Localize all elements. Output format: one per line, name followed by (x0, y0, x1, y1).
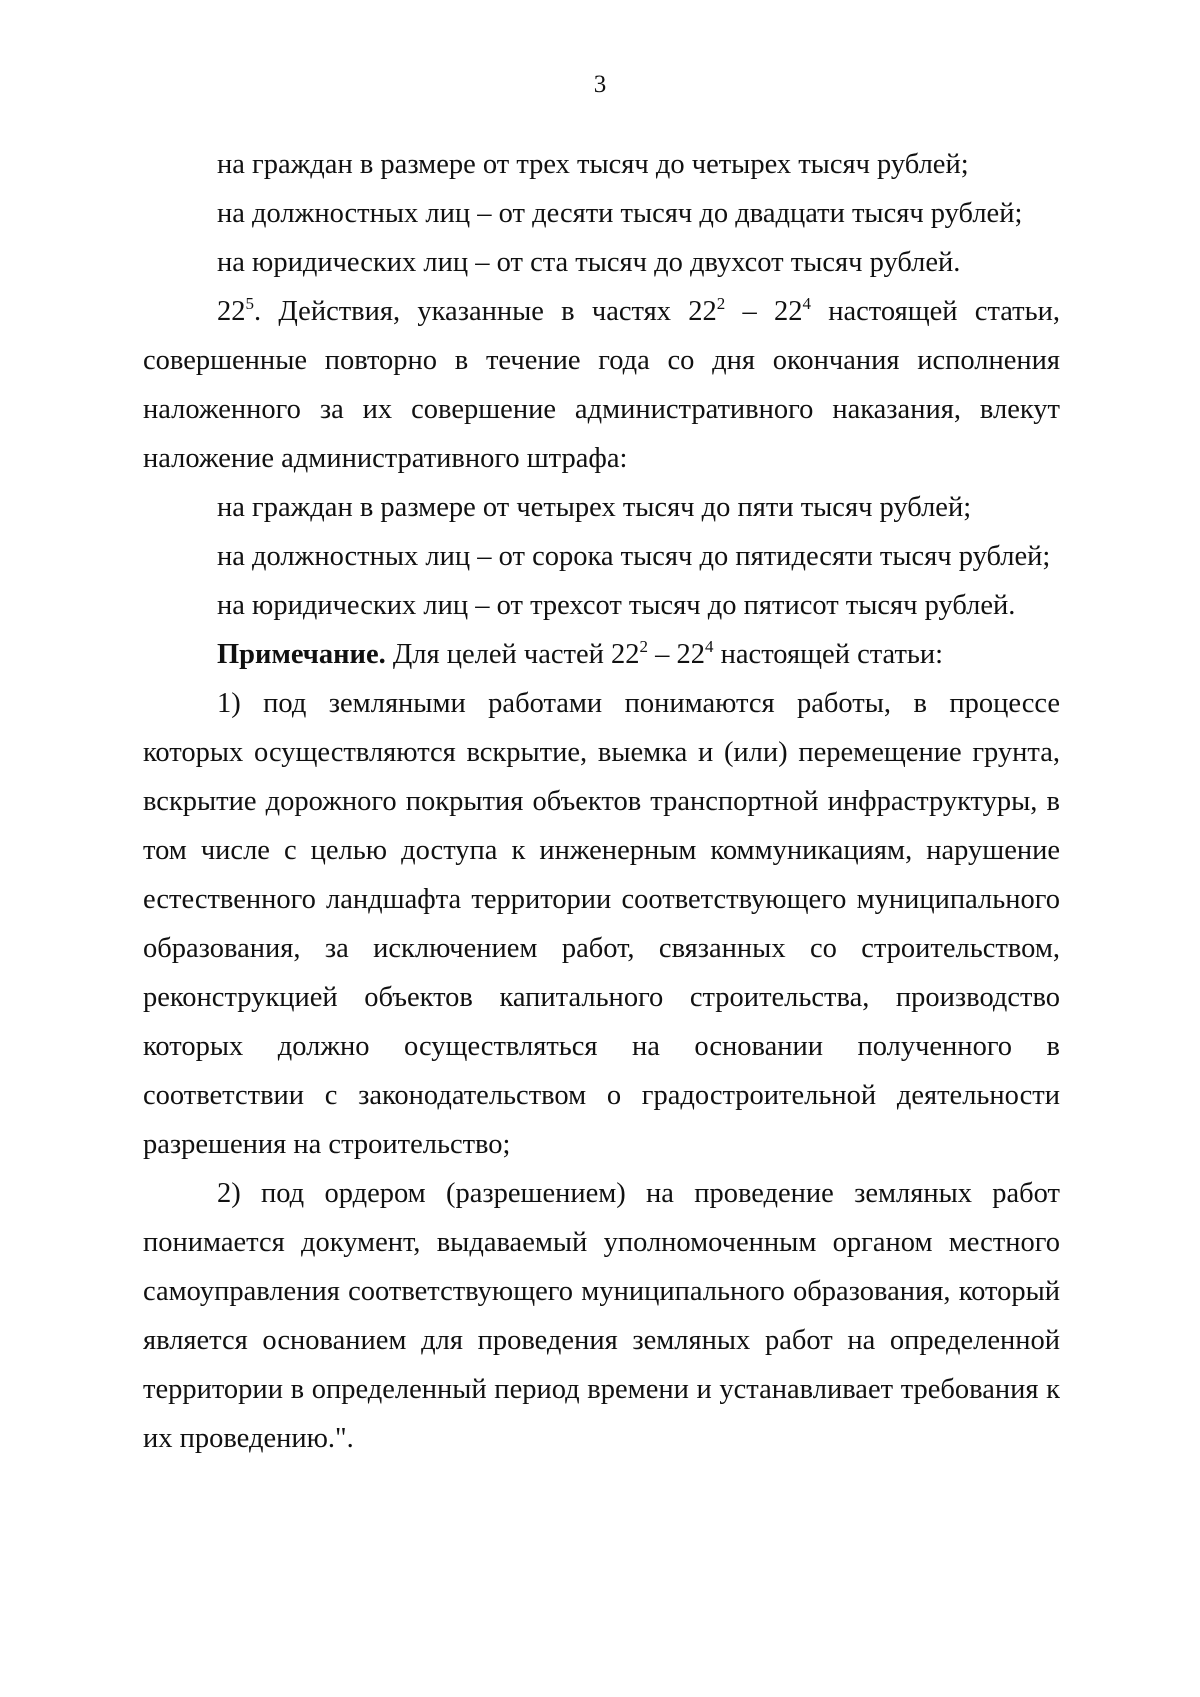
clause-ref-end-superscript: 4 (802, 294, 811, 313)
note-ref-end: 22 (676, 639, 706, 670)
note-ref-dash: – (648, 639, 677, 670)
repeat-fine-legal-entities-line: на юридических лиц – от трехсот тысяч до пятисот тысяч рублей. (217, 590, 1016, 621)
note-ref-start: 22 (611, 639, 640, 670)
clause-ref-start-superscript: 2 (716, 294, 726, 313)
note-text-end: настоящей статьи: (713, 639, 944, 670)
clause-text-end: настоящей статьи, совершенные повторно в течение года со дня окончания исполнения наложенного за их совершение административного наказания, влекут наложение административного штрафа: (143, 296, 1061, 474)
fine-citizens-line: на граждан в размере от трех тысяч до четырех тысяч рублей; (217, 149, 969, 180)
document-body (143, 140, 1060, 1463)
fine-legal-entities-line: на юридических лиц – от ста тысяч до двухсот тысяч рублей. (217, 247, 961, 278)
note-label: Примечание. (217, 639, 386, 670)
fine-officials-line: на должностных лиц – от десяти тысяч до двадцати тысяч рублей; (217, 198, 1023, 229)
clause-ref-end: 22 (774, 296, 803, 327)
clause-number: 22 (217, 296, 246, 327)
note-ref-end-superscript: 4 (705, 637, 714, 656)
note-item-1: 1) под земляными работами понимаются работы, в процессе которых осуществляются вскрытие, выемка и (или) перемещение грунта, вскрытие дорожного покрытия объектов транспортной инфраструктуры, в том числе с целью доступа к инженерным коммуникациям, нарушение естественного ландшафта территории соответствующего муниципального образования, за исключением работ, связанных со строительством, реконструкцией объектов капитального строительства, производство которых должно осуществляться на основании полученного в соответствии с законодательством о градостроительной деятельности разрешения на строительство; (143, 688, 1060, 1160)
clause-ref-dash: – (725, 296, 774, 327)
clause-number-superscript: 5 (245, 294, 254, 313)
page-number: 3 (593, 71, 607, 98)
clause-ref-start: 22 (688, 296, 717, 327)
clause-text-start: . Действия, указанные в частях (254, 296, 689, 327)
repeat-fine-officials-line: на должностных лиц – от сорока тысяч до пятидесяти тысяч рублей; (217, 541, 1051, 572)
repeat-fine-citizens-line: на граждан в размере от четырех тысяч до пяти тысяч рублей; (217, 492, 972, 523)
clause-22-5-paragraph (143, 287, 1060, 483)
note-text-start: Для целей частей (385, 639, 612, 670)
note-paragraph (143, 630, 1060, 679)
note-ref-start-superscript: 2 (639, 637, 649, 656)
note-item-2: 2) под ордером (разрешением) на проведение земляных работ понимается документ, выдаваемый уполномоченным органом местного самоуправления соответствующего муниципального образования, который является основанием для проведения земляных работ на определенной территории в определенный период времени и устанавливает требования к их проведению.". (143, 1178, 1060, 1454)
